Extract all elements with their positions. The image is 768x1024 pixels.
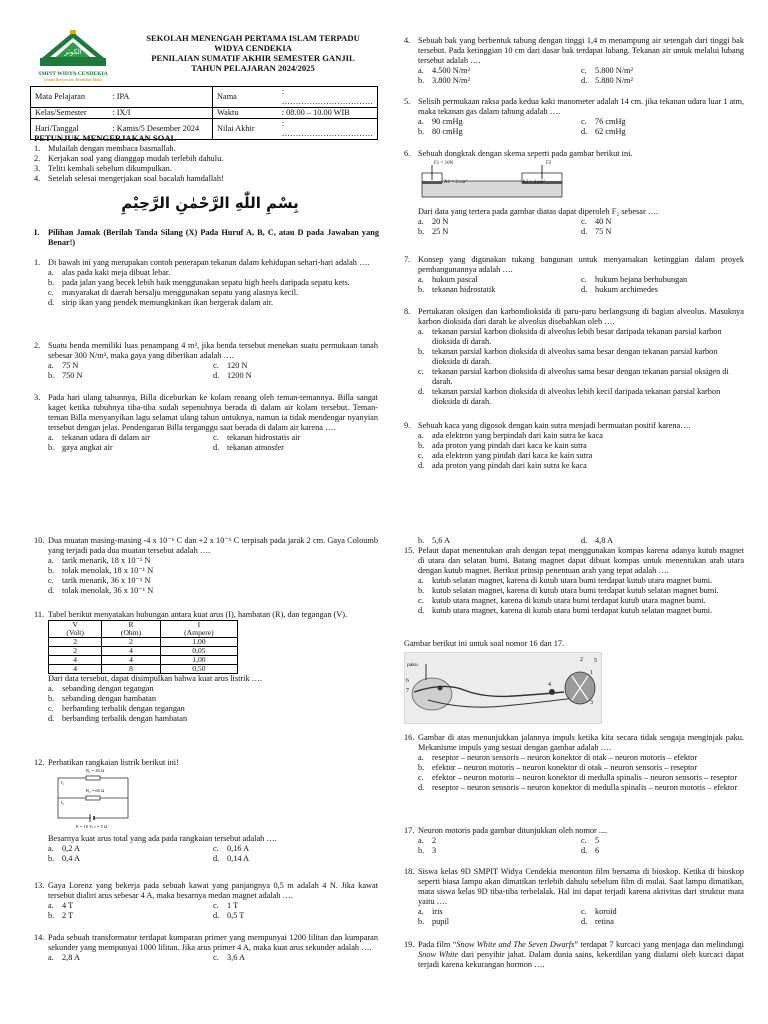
col-i: I (Ampere) [160, 620, 237, 637]
section-number: I. [34, 228, 40, 237]
school-logo [34, 30, 112, 80]
label-1: 1 [590, 670, 593, 676]
option-a[interactable]: ada elektron yang berpindah dari kain sutra ke kaca [432, 430, 603, 440]
option-d[interactable]: hukum archimedes [595, 284, 658, 294]
option-b[interactable]: efektor – neuron motoris – neuron konektor di otak – neuron sensoris – reseptor [432, 762, 698, 772]
table-row: 2 4 0,05 [49, 646, 238, 655]
question-19: 19. Pada film “Snow White and The Seven Dwarfs” terdapat 7 kurcaci yang menjaga dan melindungi Snow White dari penyihir jahat. Dalam dunia sains, kekerdilan yang dialami oleh kurcaci dapat terjadi karena kekurangan hormon …. [404, 940, 745, 969]
option-d[interactable]: 6 [595, 845, 600, 855]
instruction-item: 4. Setelah selesai mengerjakan soal bacalah hamdallah! [34, 174, 224, 184]
option-c[interactable]: koroid [595, 906, 617, 916]
option-c[interactable]: 3,6 A [227, 952, 245, 962]
option-b[interactable]: 2 T [62, 910, 74, 920]
option-d[interactable]: 0,5 T [227, 910, 245, 920]
i1-label: I₁ [61, 779, 65, 785]
option-a[interactable]: 2,8 A [62, 952, 80, 962]
a2-label: A2 = 4 cm² [522, 180, 545, 185]
section-title: Pilihan Jamak (Berilah Tanda Silang (X) Pada Huruf A, B, C, atau D pada Jawaban yang Benar!) [48, 228, 379, 247]
option-a[interactable]: 90 cmHg [432, 116, 463, 126]
circuit-figure [48, 768, 138, 832]
question-2: 2. Suatu benda memiliki luas penampang 4 m², jika benda tersebut menekan suatu permukaan tanah sebesar 300 N/m², maka gaya yang diberikan adalah …. a. 75 N c. 120 N b. 750 N d. 1200 N [34, 341, 378, 380]
option-a[interactable]: 4.500 N/m² [432, 65, 470, 75]
option-c[interactable]: tarik menarik, 36 x 10⁻¹ N [62, 575, 151, 585]
question-9: 9. Sebuah kaca yang digosok dengan kain sutra menjadi bermuatan positif karena…. a. ada elektron yang berpindah dari kain sutra ke kaca b. ada proton yang pindah dari kaca ke kain sutra c. ada elektron yang pindah dari kaca ke kain sutra d. ada proton yang pindah dari kain sutra ke kaca [404, 421, 691, 470]
option-a[interactable]: reseptor – neuron sensoris – neuron konektor di otak – neuron motoris – efektor [432, 752, 698, 762]
r1-label: R₁ = 40 Ω [86, 767, 105, 773]
option-d[interactable]: tekanan parsial karbon dioksida di alveolus lebih kecil daripada tekanan parsial karbon dioksida di darah. [432, 386, 721, 406]
option-a[interactable]: tekanan udara di dalam air [62, 432, 150, 442]
option-b[interactable]: 750 N [62, 370, 83, 380]
class-value: : IX/I [108, 107, 212, 118]
option-c[interactable]: 40 N [595, 216, 612, 226]
option-d[interactable]: sirip ikan yang pendek memungkinkan ikan bergerak dalam air. [62, 297, 274, 307]
option-a[interactable]: 0,2 A [62, 843, 80, 853]
vri-table [48, 620, 238, 674]
option-b[interactable]: 80 cmHg [432, 126, 463, 136]
option-d[interactable]: tolak menolak, 36 x 10⁻¹ N [62, 585, 154, 595]
option-b[interactable]: 5,6 A [432, 536, 450, 545]
option-b[interactable]: pupil [432, 916, 450, 926]
option-c[interactable]: 120 N [227, 360, 248, 370]
name-label: Nama [213, 87, 278, 108]
col-r: R (Ohm) [102, 620, 161, 637]
time-value: : 08.00 – 10.00 WIB [278, 107, 378, 118]
label-2: 2 [580, 657, 583, 663]
question-17: 17. Neuron motoris pada gambar ditunjukkan oleh nomor .... a. 2 c. 5 b. 3 d. 6 [404, 826, 608, 855]
option-d[interactable]: reseptor – neuron sensoris – neuron konektor di medulla spinalis – neuron motoris – efektor [432, 782, 738, 792]
instructions-title: PETUNJUK MENGERJAKAN SOAL [34, 133, 177, 143]
option-a[interactable]: iris [432, 906, 443, 916]
date-label: Hari/Tanggal [31, 118, 109, 139]
question-13: 13. Gaya Lorenz yang bekerja pada sebuah kawat yang panjangnya 0,5 m adalah 4 N. Jika kawat tersebut dialiri arus sebesar 4 A, maka besarnya medan magnet adalah …. a. 4 T c. 1 T b. 2 T d. 0,5 T [34, 881, 378, 920]
option-c[interactable]: ada elektron yang pindah dari kaca ke kain sutra [432, 450, 593, 460]
option-c[interactable]: 1 T [227, 900, 239, 910]
option-a[interactable]: 20 N [432, 216, 449, 226]
question-7: 7. Konsep yang digunakan tukang bangunan untuk menyamakan ketinggian dalam proyek pembangunannya adalah …. a. hukum pascal c. hukum bejana berhubungan b. tekanan hidrostatik d. hukum archimedes [404, 255, 744, 294]
option-d[interactable]: 5.880 N/m² [595, 75, 633, 85]
option-c[interactable]: kutub utara magnet, karena di kutub utara bumi terdapat kutub utara magnet bumi. [432, 595, 706, 605]
option-a[interactable]: tekanan parsial karbon dioksida di alveolus lebih besar daripada tekanan parsial karbon dioksida di darah. [432, 326, 722, 346]
a1-label: A1 = 2 cm² [444, 180, 467, 185]
option-d[interactable]: 1200 N [227, 370, 252, 380]
option-d[interactable]: ada proton yang pindah dari kain sutra ke kaca [432, 460, 587, 470]
question-5: 5. Selisih permukaan raksa pada kedua kaki manometer adalah 14 cm. jika tekanan udara luar 1 atm, maka tekanan gas dalam tabung adalah …. a. 90 cmHg c. 76 cmHg b. 80 cmHg d. 62 cmHg [404, 97, 744, 136]
option-d[interactable]: kutub utara magnet, karena di kutub utara bumi terdapat kutub selatan magnet bumi. [432, 605, 713, 615]
option-b[interactable]: gaya angkat air [62, 442, 113, 452]
score-field[interactable]: : …………………………… [278, 118, 378, 139]
col-v: V (Volt) [49, 620, 102, 637]
option-d[interactable]: 0,14 A [227, 853, 250, 863]
option-b[interactable]: ada proton yang pindah dari kaca ke kain sutra [432, 440, 587, 450]
question-11: 11. Tabel berikut menyatakan hubungan antara kuat arus (I), hambatan (R), dan tegangan (V). V (Volt) R (Ohm) I (Ampere) 2 2 1,00 2 4 0,05 4 4 1,00 4 8 0,50 Dari data tersebut, dapat disimpulkan bahwa kuat arus listrik …. a. sebanding dengan tegangan b. sebanding dengan hambatan c. berbanding terbalik dengan tegangan d. berbanding terbalik dengan hambatan [34, 610, 348, 723]
option-b[interactable]: pada jalan yang becek lebih baik menggunakan sepatu high heels daripada sepatu kets. [62, 277, 350, 287]
option-c[interactable]: berbanding terbalik dengan tegangan [62, 703, 185, 713]
f1-label: F1 = 10N [434, 161, 454, 166]
option-a[interactable]: hukum pascal [432, 274, 478, 284]
academic-year: TAHUN PELAJARAN 2024/2025 [191, 62, 315, 73]
name-field[interactable]: : …………………………… [278, 87, 378, 108]
option-c[interactable]: masyarakat di daerah bersalju menggunakan sepatu yang alasnya kecil. [62, 287, 299, 297]
time-label: Waktu [213, 107, 278, 118]
label-4: 4 [548, 682, 551, 688]
option-d[interactable]: 62 cmHg [595, 126, 626, 136]
school-name: WIDYA CENDEKIA [214, 42, 292, 53]
table-row: 4 4 1,00 [49, 655, 238, 664]
question-15: 15. Pelaut dapat menentukan arah dengan tepat menggunakan kompas karena adanya kutub magnet di utara dan selatan bumi. Batang magnet dapat dibuat kompas untuk menentukan arah utara dengan kutub magnet. Berikut prinsip penentuan arah yang tepat adalah …. a. kutub selatan magnet, karena di kutub utara bumi terdapat kutub utara magnet bumi. b. kutub selatan magnet, karena di kutub utara bumi terdapat kutub selatan magnet bumi. c. kutub utara magnet, karena di kutub utara bumi terdapat kutub utara magnet bumi. d. kutub utara magnet, karena di kutub utara bumi terdapat kutub selatan magnet bumi. [404, 546, 744, 615]
option-b[interactable]: 25 N [432, 226, 449, 236]
question-10: 10. Dua muatan masing-masing -4 x 10⁻⁶ C dan +2 x 10⁻⁶ C terpisah pada jarak 2 cm. Gaya Coloumb yang terjadi pada dua muatan tersebut adalah …. a. tarik menarik, 18 x 10⁻¹ N b. tolak menolak, 18 x 10⁻¹ N c. tarik menarik, 36 x 10⁻¹ N d. tolak menolak, 36 x 10⁻¹ N [34, 536, 378, 595]
option-b[interactable]: 0,4 A [62, 853, 80, 863]
basmalah: بِسْمِ اللّٰهِ الرَّحْمٰنِ الرَّحِيْمِ [121, 194, 299, 212]
option-c[interactable]: tekanan hidrostatis air [227, 432, 301, 442]
question-12: 12. Perhatikan rangkaian listrik berikut ini! R₁ = 40 Ω R₂ = 60 Ω I₁ I₂ E = 10 V; r = 5 Ω Besarnya kuat arus total yang ada pada rangkaian tersebut adalah …. a. 0,2 A c. 0,16 A b. 0,4 A d. 0,14 A [34, 758, 277, 863]
option-a[interactable]: alas pada kaki meja dibuat lebar. [62, 267, 171, 277]
f2-label: F2 [546, 161, 552, 166]
option-a[interactable]: tarik menarik, 18 x 10⁻¹ N [62, 555, 151, 565]
question-8: 8. Pertukaran oksigen dan karbondioksida di paru-paru berlangsung di bagian alveolus. Masuknya karbon dioksida dari darah ke alveolus disebabkan oleh …. a. tekanan parsial karbon dioksida di alveolus lebih besar daripada tekanan parsial karbon dioksida di darah. b. tekanan parsial karbon dioksida di alveolus sama besar dengan tekanan parsial karbon dioksida di darah. c. tekanan parsial karbon dioksida di alveolus sama besar dengan tekanan parsial oksigen di darah. d. tekanan parsial karbon dioksida di alveolus lebih kecil daripada tekanan parsial karbon dioksida di darah. [404, 307, 744, 406]
label-5: 5 [594, 658, 597, 664]
option-b[interactable]: 3.800 N/m² [432, 75, 470, 85]
option-a[interactable]: 4 T [62, 900, 74, 910]
date-value: : Kamis/5 Desember 2024 [108, 118, 212, 139]
option-c[interactable]: tekanan parsial karbon dioksida di alveolus sama besar dengan tekanan parsial oksigen di darah. [432, 366, 729, 386]
logo-text: SMPIT WIDYA CENDEKIA [38, 70, 108, 77]
option-c[interactable]: hukum bejana berhubungan [595, 274, 688, 284]
option-d[interactable]: 75 N [595, 226, 612, 236]
i2-label: I₂ [61, 799, 65, 805]
option-d[interactable]: 4,8 A [595, 536, 613, 545]
subject-value: : IPA [108, 87, 212, 108]
question-3: 3. Pada hari ulang tahunnya, Billa diceburkan ke kolam renang oleh teman-temannya. Billa sangat kaget ketika tubuhnya tiba-tiba sudah sepenuhnya berada di dalam air kolam tersebut. Teman-teman Billa menyanyikan lagu selamat ulang tahun untuknya, namun ia tidak mendengar nyanyian tersebut dengan jelas. Pendengaran Billa terganggu saat berada di dalam air karena …. a. tekanan udara di dalam air c. tekanan hidrostatis air b. gaya angkat air d. tekanan atmosfer [34, 393, 378, 452]
figure-caption: Gambar berikut ini untuk soal nomor 16 dan 17. [404, 639, 565, 648]
subject-label: Mata Pelajaran [31, 87, 109, 108]
option-d[interactable]: tekanan atmosfer [227, 442, 284, 452]
instruction-item: 1. Mulailah dengan membaca basmallah. [34, 144, 176, 154]
hydraulic-jack-figure [418, 161, 568, 203]
school-title: SEKOLAH MENENGAH PERTAMA ISLAM TERPADU [146, 33, 360, 43]
option-b[interactable]: 3 [432, 845, 437, 855]
instruction-item: 3. Teliti kembali sebelum dikumpulkan. [34, 164, 172, 174]
option-c[interactable]: 5.800 N/m² [595, 65, 633, 75]
option-b[interactable]: tekanan hidrostatik [432, 284, 496, 294]
label-7: 7 [406, 688, 409, 694]
label-3: 3 [590, 700, 593, 706]
svg-text:الكوثر: الكوثر [64, 48, 82, 56]
question-18: 18. Siswa kelas 9D SMPIT Widya Cendekia menonton film bersama di bioskop. Ketika di bioskop seperti biasa lampu akan dimatikan terlebih dahulu sebelum film di mulai. Saat lampu dimatikan, mata siswa kelas 9D tiba-tiba terbelalak. Hal ini dapat terjadi karena aktivitas dari struktur mata yaitu …. a. iris c. koroid b. pupil d. retina [404, 867, 744, 926]
exam-title: PENILAIAN SUMATIF AKHIR SEMESTER GANJIL [151, 52, 355, 63]
option-b[interactable]: tekanan parsial karbon dioksida di alveolus sama besar dengan tekanan parsial karbon dioksida di darah. [432, 346, 718, 366]
student-info-table [30, 86, 378, 140]
reflex-arc-figure [404, 652, 602, 724]
option-a[interactable]: kutub selatan magnet, karena di kutub utara bumi terdapat kutub utara magnet bumi. [432, 575, 713, 585]
question-1: 1. Di bawah ini yang merupakan contoh penerapan tekanan dalam kehidupan sehari-hari adalah …. a. alas pada kaki meja dibuat lebar. b. pada jalan yang becek lebih baik menggunakan sepatu high heels daripada sepatu kets. c. masyarakat di daerah bersalju menggunakan sepatu yang alasnya kecil. d. sirip ikan yang pendek memungkinkan ikan bergerak dalam air. [34, 258, 370, 307]
table-row: 4 8 0,50 [49, 664, 238, 673]
table-row: 2 2 1,00 [49, 637, 238, 646]
label-6: 6 [406, 678, 409, 684]
option-c[interactable]: 0,16 A [227, 843, 250, 853]
r2-label: R₂ = 60 Ω [86, 787, 105, 793]
option-c[interactable]: 76 cmHg [595, 116, 626, 126]
option-b[interactable]: sebanding dengan hambatan [62, 693, 157, 703]
option-b[interactable]: kutub selatan magnet, karena di kutub utara bumi terdapat kutub selatan magnet bumi. [432, 585, 719, 595]
option-b[interactable]: tolak menolak, 18 x 10⁻¹ N [62, 565, 154, 575]
option-a[interactable]: sebanding dengan tegangan [62, 683, 154, 693]
question-14-continued: b. 5,6 A d. 4,8 A [418, 536, 613, 545]
question-6: 6. Sebuah dongkrak dengan skema seperti pada gambar berikut ini. F1 = 10N F2 A1 = 2 cm² A2 = 4 cm² Dari data yang tertera pada gambar diatas dapat diperoleh F₂ sebesar …. a. 20 N c. 40 N b. 25 N d. 75 N [404, 149, 659, 236]
option-d[interactable]: berbanding terbalik dengan hambatan [62, 713, 188, 723]
emf-label: E = 10 V; r = 5 Ω [76, 823, 108, 829]
option-c[interactable]: 5 [595, 835, 600, 845]
logo-motto: Cerdas Berprestasi Berakhlak Mulia [43, 76, 103, 82]
question-16: 16. Gambar di atas menunjukkan jalannya impuls ketika kita secara tidak sengaja menginjak paku. Mekanisme impuls yang sesuai dengan gambar adalah …. a. reseptor – neuron sensoris – neuron konektor di otak – neuron motoris – efektor b. efektor – neuron motoris – neuron konektor di otak – neuron sensoris – reseptor c. efektor – neuron motoris – neuron konektor di medulla spinalis – neuron sensoris – reseptor d. reseptor – neuron sensoris – neuron konektor di medulla spinalis – neuron motoris – efektor [404, 733, 744, 792]
paku-label: paku [407, 662, 418, 668]
option-a[interactable]: 75 N [62, 360, 79, 370]
option-c[interactable]: efektor – neuron motoris – neuron konektor di medulla spinalis – neuron sensoris – reseptor [432, 772, 738, 782]
option-a[interactable]: 2 [432, 835, 437, 845]
question-4: 4. Sebuah bak yang berbentuk tabung dengan tinggi 1,4 m menampung air setengah dari tinggi bak tersebut. Pada ketinggian 10 cm dari dasar bak terdapat lubang. Tekanan air untuk melalui lubang tersebut adalah …. a. 4.500 N/m² c. 5.800 N/m² b. 3.800 N/m² d. 5.880 N/m² [404, 36, 744, 85]
mosque-logo-icon [34, 30, 112, 70]
question-14: 14. Pada sebuah transformator terdapat kumparan primer yang mempunyai 1200 lilitan dan kumparan sekunder yang mempunyai 1000 lilitan. Jika arus primer 4 A, maka kuat arus sekunder adalah …. a. 2,8 A c. 3,6 A [34, 933, 378, 962]
instruction-item: 2. Kerjakan soal yang dianggap mudah terlebih dahulu. [34, 154, 224, 164]
score-label: Nilai Akhir [213, 118, 278, 139]
class-label: Kelas/Semester [31, 107, 109, 118]
option-d[interactable]: retina [595, 916, 614, 926]
